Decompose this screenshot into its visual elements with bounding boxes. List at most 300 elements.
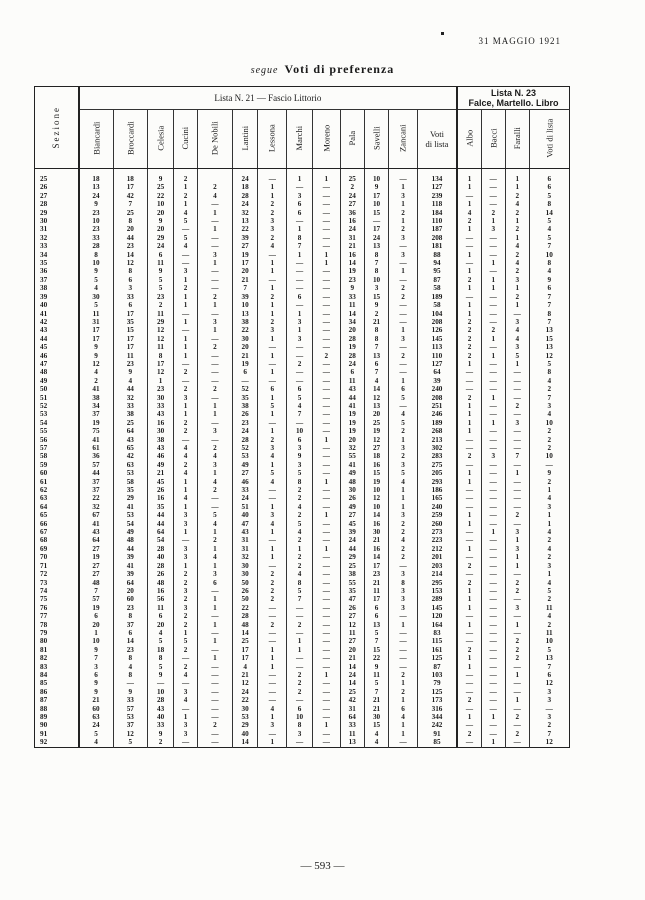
vote-cell: 17 (113, 310, 148, 318)
vote-cell: 8 (113, 612, 148, 620)
vote-cell: 2 (174, 621, 198, 629)
vote-cell: 344 (417, 713, 457, 721)
vote-cell: 12 (232, 679, 258, 687)
vote-cell: 1 (174, 486, 198, 494)
vote-cell: — (457, 242, 481, 250)
vote-cell: 4 (287, 570, 313, 578)
vote-cell: 201 (417, 553, 457, 561)
vote-cell: 2 (505, 637, 529, 645)
vote-cell: 38 (148, 436, 174, 444)
vote-cell: — (312, 587, 340, 595)
vote-cell: 4 (174, 671, 198, 679)
vote-cell: — (481, 570, 505, 578)
vote-cell: 1 (287, 175, 313, 183)
vote-cell: — (258, 612, 287, 620)
section-number: 69 (40, 544, 48, 553)
vote-cell: 8 (529, 259, 569, 267)
vote-cell: — (481, 503, 505, 511)
section-number: 67 (40, 528, 48, 537)
vote-cell: — (505, 427, 529, 435)
vote-cell: 11 (364, 587, 389, 595)
vote-cell: 21 (364, 705, 389, 713)
vote-cell: 10 (232, 301, 258, 309)
vote-cell: — (481, 360, 505, 368)
vote-cell: — (481, 536, 505, 544)
vote-cell: 4 (258, 705, 287, 713)
vote-cell: 113 (417, 343, 457, 351)
page-title (0, 62, 645, 77)
vote-cell: 1 (505, 536, 529, 544)
vote-cell: 19 (79, 419, 114, 427)
vote-cell: — (481, 595, 505, 603)
vote-cell: 9 (79, 267, 114, 275)
vote-cell: — (481, 436, 505, 444)
vote-cell: — (312, 646, 340, 654)
vote-cell: — (258, 562, 287, 570)
vote-cell: — (481, 705, 505, 713)
vote-cell: 2 (174, 461, 198, 469)
vote-cell: — (505, 461, 529, 469)
vote-cell: 21 (79, 696, 114, 704)
vote-cell: 4 (232, 663, 258, 671)
table-row (35, 192, 570, 200)
vote-cell: 173 (417, 696, 457, 704)
vote-cell: 25 (340, 688, 364, 696)
section-number: 28 (40, 200, 48, 209)
vote-cell: 23 (148, 385, 174, 393)
vote-cell: — (481, 612, 505, 620)
vote-cell: 1 (529, 570, 569, 578)
vote-cell: 2 (287, 553, 313, 561)
vote-cell: 9 (79, 646, 114, 654)
vote-cell: 25 (113, 209, 148, 217)
vote-cell: 14 (529, 209, 569, 217)
vote-cell: 9 (364, 301, 389, 309)
vote-cell: 40 (232, 730, 258, 738)
vote-cell: 11 (79, 310, 114, 318)
vote-cell: 27 (340, 200, 364, 208)
vote-cell: 17 (113, 335, 148, 343)
vote-cell: 2 (258, 436, 287, 444)
section-number: 54 (40, 418, 48, 427)
section-number: 25 (40, 175, 48, 183)
column-header: Zancani (389, 110, 417, 169)
vote-cell: 31 (340, 705, 364, 713)
vote-cell: — (312, 225, 340, 233)
vote-cell: 2 (287, 562, 313, 570)
vote-cell: — (389, 259, 417, 267)
vote-cell: 28 (340, 335, 364, 343)
table-row (35, 671, 570, 679)
table-row (35, 545, 570, 553)
vote-cell: — (481, 385, 505, 393)
vote-cell: — (198, 394, 233, 402)
section-number: 70 (40, 553, 48, 562)
vote-cell: 6 (287, 200, 313, 208)
vote-cell: 35 (113, 486, 148, 494)
vote-cell: 6 (113, 629, 148, 637)
vote-cell: 3 (258, 444, 287, 452)
vote-cell: 12 (364, 494, 389, 502)
vote-cell: — (481, 696, 505, 704)
vote-cell: 37 (79, 486, 114, 494)
vote-cell: — (174, 360, 198, 368)
vote-cell: 6 (340, 368, 364, 376)
vote-cell: — (457, 612, 481, 620)
vote-cell: 3 (258, 217, 287, 225)
vote-cell: 58 (417, 301, 457, 309)
vote-cell: 8 (364, 335, 389, 343)
table-row (35, 696, 570, 704)
vote-cell: 26 (340, 604, 364, 612)
vote-cell: 1 (174, 352, 198, 360)
vote-cell: 19 (232, 360, 258, 368)
vote-cell: — (312, 730, 340, 738)
table-row (35, 267, 570, 275)
vote-cell: — (481, 293, 505, 301)
vote-cell: 25 (232, 637, 258, 645)
vote-cell: — (505, 478, 529, 486)
vote-cell: — (312, 738, 340, 747)
vote-cell: 24 (340, 536, 364, 544)
vote-cell: — (198, 663, 233, 671)
table-row (35, 310, 570, 318)
vote-cell: 5 (287, 469, 313, 477)
vote-cell: — (389, 637, 417, 645)
vote-cell: 1 (174, 183, 198, 191)
vote-cell: — (312, 284, 340, 292)
vote-cell: 17 (113, 183, 148, 191)
vote-cell: — (174, 654, 198, 662)
vote-cell: — (457, 536, 481, 544)
table-row (35, 486, 570, 494)
vote-cell: 5 (258, 469, 287, 477)
table-row (35, 436, 570, 444)
vote-cell: — (287, 352, 313, 360)
vote-cell: 43 (148, 444, 174, 452)
vote-cell: 115 (417, 637, 457, 645)
vote-cell: — (312, 310, 340, 318)
vote-cell: 2 (505, 225, 529, 233)
vote-cell: 213 (417, 436, 457, 444)
vote-cell: 40 (148, 553, 174, 561)
vote-cell: 127 (417, 360, 457, 368)
vote-cell: — (198, 310, 233, 318)
vote-cell: 14 (364, 385, 389, 393)
vote-cell: 20 (148, 209, 174, 217)
vote-cell: 1 (457, 511, 481, 519)
vote-cell: 42 (113, 192, 148, 200)
vote-cell: — (312, 461, 340, 469)
vote-cell: 1 (457, 604, 481, 612)
vote-cell: 5 (198, 511, 233, 519)
vote-cell: 19 (232, 251, 258, 259)
table-row (35, 553, 570, 561)
vote-cell: 33 (113, 402, 148, 410)
vote-cell: — (529, 705, 569, 713)
vote-cell: 63 (79, 713, 114, 721)
vote-cell: — (312, 553, 340, 561)
vote-cell: 5 (258, 402, 287, 410)
vote-cell: — (389, 301, 417, 309)
vote-cell: 302 (417, 444, 457, 452)
vote-cell: 1 (457, 427, 481, 435)
vote-cell: 5 (148, 276, 174, 284)
vote-cell: 1 (389, 326, 417, 334)
vote-cell: 8 (364, 267, 389, 275)
vote-cell: 1 (287, 545, 313, 553)
vote-cell: — (258, 629, 287, 637)
vote-cell: 1 (312, 436, 340, 444)
vote-cell: 2 (258, 579, 287, 587)
vote-cell: 7 (529, 730, 569, 738)
vote-cell: 2 (457, 730, 481, 738)
vote-cell: 30 (232, 335, 258, 343)
table-row (35, 503, 570, 511)
vote-cell: 189 (417, 293, 457, 301)
vote-cell: — (312, 679, 340, 687)
vote-cell: 1 (258, 654, 287, 662)
vote-cell: 12 (148, 326, 174, 334)
vote-cell: — (312, 595, 340, 603)
vote-cell: 17 (232, 259, 258, 267)
vote-cell: 2 (174, 646, 198, 654)
vote-cell: 4 (174, 469, 198, 477)
vote-cell: 2 (457, 696, 481, 704)
vote-cell: 5 (79, 301, 114, 309)
vote-cell: — (505, 629, 529, 637)
vote-cell: 14 (364, 511, 389, 519)
vote-cell: 6 (529, 671, 569, 679)
table-row (35, 612, 570, 620)
vote-cell: 64 (340, 713, 364, 721)
vote-cell: — (505, 436, 529, 444)
column-header: Albo (457, 110, 481, 169)
vote-cell: 91 (417, 730, 457, 738)
vote-cell: 3 (389, 511, 417, 519)
section-number: 81 (40, 645, 48, 654)
vote-cell: — (505, 377, 529, 385)
vote-cell: 39 (417, 377, 457, 385)
vote-cell: — (505, 520, 529, 528)
vote-cell: 3 (389, 251, 417, 259)
vote-cell: 16 (148, 419, 174, 427)
vote-cell: 19 (364, 427, 389, 435)
vote-cell: 48 (232, 621, 258, 629)
vote-cell: — (312, 688, 340, 696)
vote-cell: 9 (529, 469, 569, 477)
vote-cell: 1 (198, 225, 233, 233)
vote-cell: — (505, 503, 529, 511)
vote-cell: 22 (232, 225, 258, 233)
vote-cell: 2 (287, 486, 313, 494)
table-row (35, 595, 570, 603)
vote-cell: — (457, 293, 481, 301)
vote-cell: — (389, 629, 417, 637)
vote-cell: — (389, 318, 417, 326)
vote-cell: 1 (505, 175, 529, 183)
section-number: 38 (40, 284, 48, 293)
vote-cell: 19 (364, 478, 389, 486)
vote-cell: — (505, 368, 529, 376)
vote-cell: 23 (113, 646, 148, 654)
vote-cell: 1 (258, 528, 287, 536)
vote-cell: — (389, 654, 417, 662)
vote-cell: 1 (174, 562, 198, 570)
vote-cell: 1 (174, 410, 198, 418)
vote-cell: — (364, 217, 389, 225)
vote-cell: 53 (232, 452, 258, 460)
vote-cell: 52 (232, 444, 258, 452)
vote-cell: 3 (287, 192, 313, 200)
vote-cell: 8 (364, 251, 389, 259)
vote-cell: — (481, 183, 505, 191)
vote-cell: 23 (340, 276, 364, 284)
vote-cell: 53 (113, 469, 148, 477)
vote-cell: 6 (287, 436, 313, 444)
vote-cell: 10 (529, 251, 569, 259)
vote-cell: 5 (174, 637, 198, 645)
vote-cell: 36 (340, 209, 364, 217)
table-row (35, 562, 570, 570)
vote-cell: 3 (287, 318, 313, 326)
vote-cell: 1 (389, 679, 417, 687)
vote-cell: — (312, 410, 340, 418)
vote-cell: 22 (364, 654, 389, 662)
vote-cell: 260 (417, 520, 457, 528)
vote-cell: 2 (287, 494, 313, 502)
vote-cell: 33 (79, 234, 114, 242)
vote-cell: 1 (481, 738, 505, 747)
vote-cell: 4 (79, 368, 114, 376)
vote-cell: 45 (340, 520, 364, 528)
vote-cell: 15 (529, 335, 569, 343)
vote-cell: 1 (258, 427, 287, 435)
vote-cell: — (198, 730, 233, 738)
vote-cell: — (258, 604, 287, 612)
vote-cell: 4 (79, 738, 114, 747)
vote-cell: 3 (198, 318, 233, 326)
vote-cell: 8 (148, 654, 174, 662)
vote-cell: — (198, 360, 233, 368)
vote-cell: 2 (529, 621, 569, 629)
vote-cell: 5 (529, 360, 569, 368)
vote-cell: 2 (258, 200, 287, 208)
vote-cell: 12 (340, 621, 364, 629)
vote-cell: — (481, 671, 505, 679)
vote-cell: 3 (198, 427, 233, 435)
vote-cell: — (198, 242, 233, 250)
vote-cell: 2 (389, 452, 417, 460)
vote-cell: 1 (481, 419, 505, 427)
vote-cell: 3 (505, 419, 529, 427)
vote-cell: 18 (364, 452, 389, 460)
vote-cell: 1 (457, 284, 481, 292)
vote-cell: 5 (174, 234, 198, 242)
vote-cell: 1 (481, 217, 505, 225)
vote-cell: 8 (529, 200, 569, 208)
vote-cell: 20 (340, 646, 364, 654)
vote-cell: 18 (113, 175, 148, 183)
vote-cell: 15 (364, 469, 389, 477)
table-row (35, 276, 570, 284)
vote-cell: 4 (148, 629, 174, 637)
table-row (35, 511, 570, 519)
vote-cell: 32 (232, 553, 258, 561)
vote-cell: 17 (364, 595, 389, 603)
vote-cell: 17 (232, 646, 258, 654)
vote-cell: 3 (174, 545, 198, 553)
vote-cell: — (287, 267, 313, 275)
vote-cell: 30 (232, 562, 258, 570)
vote-cell: — (287, 604, 313, 612)
vote-cell: — (312, 267, 340, 275)
vote-cell: 35 (232, 394, 258, 402)
vote-cell: 20 (148, 225, 174, 233)
vote-cell: 20 (148, 621, 174, 629)
vote-cell: 44 (79, 469, 114, 477)
vote-cell: 1 (505, 696, 529, 704)
section-number: 64 (40, 502, 48, 511)
vote-cell: 10 (364, 276, 389, 284)
vote-cell: 1 (389, 721, 417, 729)
vote-cell: 7 (364, 368, 389, 376)
vote-cell: 2 (174, 419, 198, 427)
vote-cell: 13 (232, 217, 258, 225)
vote-cell: — (174, 679, 198, 687)
vote-cell: 31 (79, 318, 114, 326)
table-row (35, 251, 570, 259)
vote-cell: 87 (417, 276, 457, 284)
vote-cell: 30 (79, 293, 114, 301)
vote-cell: 1 (258, 267, 287, 275)
vote-cell: 1 (505, 621, 529, 629)
vote-cell: 4 (529, 267, 569, 275)
vote-cell: 33 (340, 721, 364, 729)
vote-cell: 6 (364, 604, 389, 612)
vote-cell: 4 (174, 444, 198, 452)
vote-cell: 4 (529, 410, 569, 418)
vote-cell: 1 (258, 310, 287, 318)
vote-cell: — (312, 528, 340, 536)
vote-cell: — (457, 671, 481, 679)
vote-cell: 6 (148, 612, 174, 620)
vote-cell: 1 (258, 368, 287, 376)
vote-cell: 2 (457, 452, 481, 460)
vote-cell: 20 (79, 621, 114, 629)
column-header: Savelli (364, 110, 389, 169)
vote-cell: 17 (113, 343, 148, 351)
vote-cell: — (389, 175, 417, 183)
vote-cell: 27 (340, 612, 364, 620)
vote-cell: 64 (417, 368, 457, 376)
vote-cell: 33 (113, 293, 148, 301)
vote-cell: 9 (113, 368, 148, 376)
section-number: 29 (40, 208, 48, 217)
vote-cell: 2 (174, 595, 198, 603)
column-header: Cucini (174, 110, 198, 169)
vote-cell: 1 (312, 545, 340, 553)
vote-cell: 6 (232, 368, 258, 376)
vote-cell: 13 (529, 654, 569, 662)
vote-cell: 2 (389, 688, 417, 696)
vote-cell: 7 (287, 595, 313, 603)
vote-cell: — (174, 326, 198, 334)
vote-cell: 12 (364, 394, 389, 402)
table-row (35, 705, 570, 713)
section-number: 68 (40, 536, 48, 545)
vote-cell: 64 (79, 536, 114, 544)
